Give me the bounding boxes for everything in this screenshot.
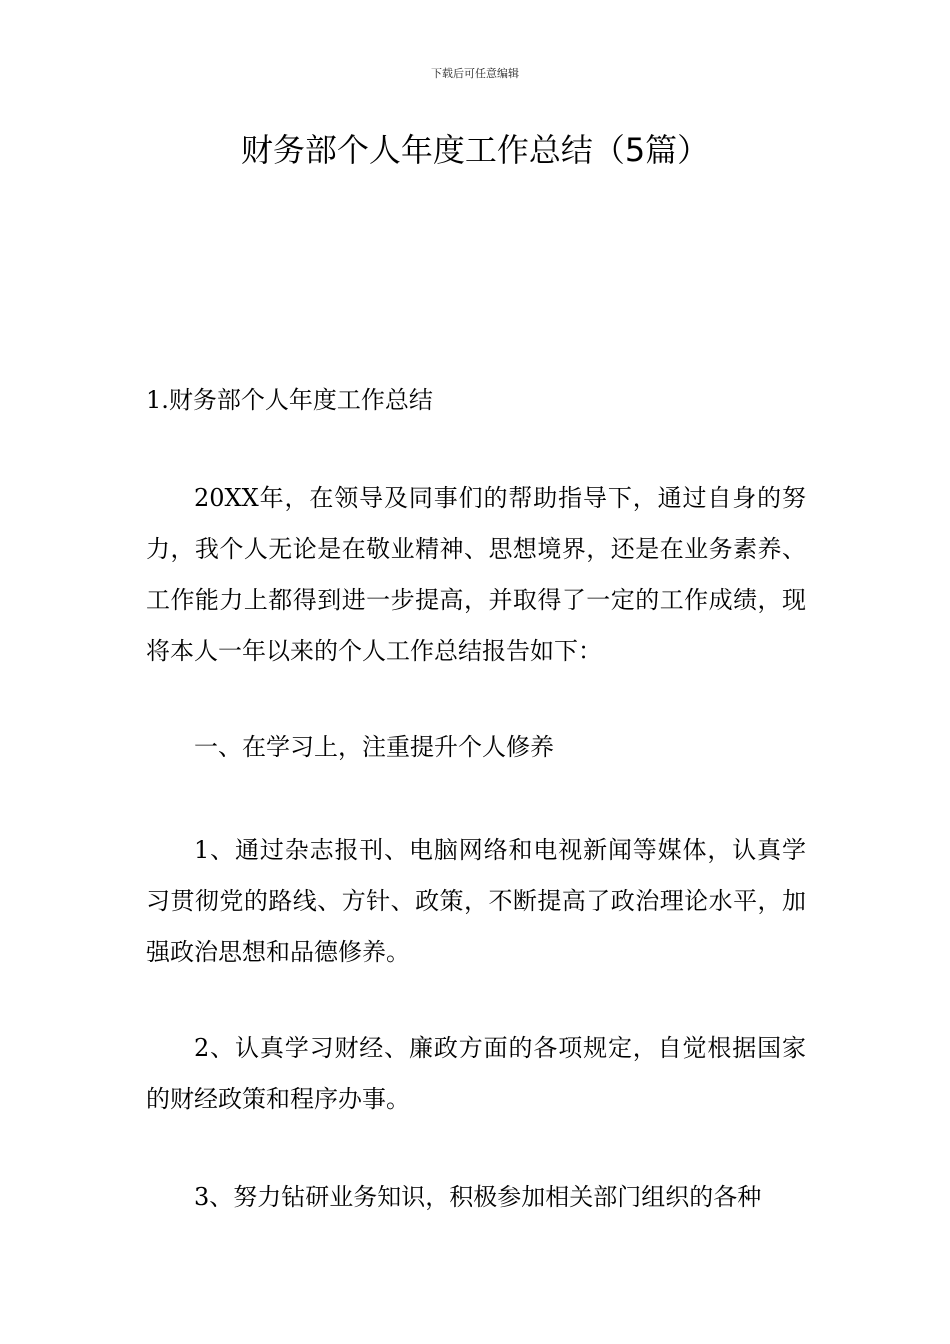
paragraph-item-3: 3、努力钻研业务知识，积极参加相关部门组织的各种: [194, 1183, 762, 1211]
paragraph-intro: 20XX年，在领导及同事们的帮助指导下，通过自身的努力，我个人无论是在敬业精神、思想境界，还是在业务素养、工作能力上都得到进一步提高，并取得了一定的工作成绩，现将本人一年以来的个人工作总结报告如下：: [146, 484, 806, 665]
header-note: 下载后可任意编辑: [431, 67, 519, 80]
paragraph-item-2: 2、认真学习财经、廉政方面的各项规定，自觉根据国家的财经政策和程序办事。: [146, 1034, 806, 1113]
document-title: 财务部个人年度工作总结（5篇）: [240, 131, 710, 169]
paragraph-item-1: 1、通过杂志报刊、电脑网络和电视新闻等媒体，认真学习贯彻党的路线、方针、政策，不断提高了政治理论水平，加强政治思想和品德修养。: [146, 836, 806, 966]
subheading-study: 一、在学习上，注重提升个人修养: [194, 733, 554, 761]
section-heading: 1.财务部个人年度工作总结: [146, 386, 433, 414]
